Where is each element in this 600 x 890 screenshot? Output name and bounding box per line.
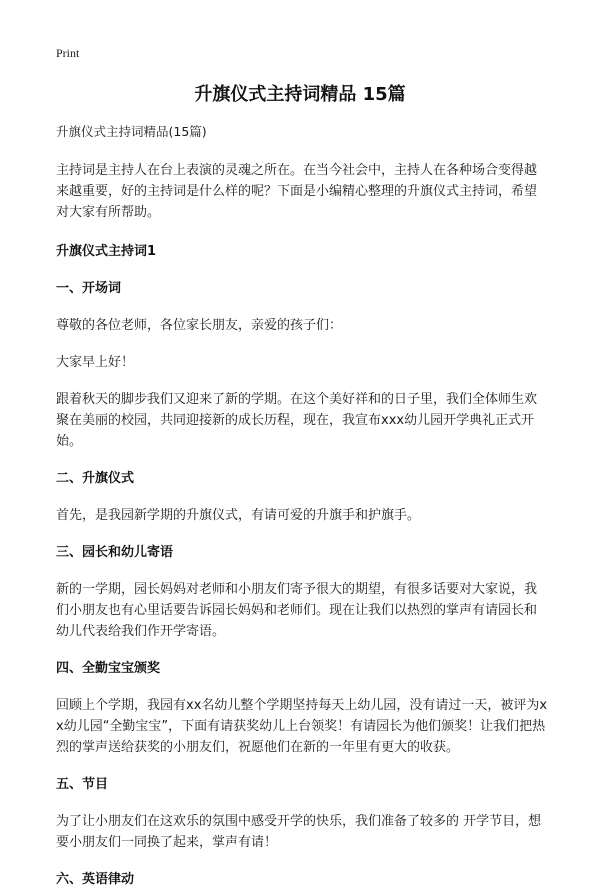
heading-principal-message: 三、园长和幼儿寄语: [56, 545, 174, 560]
doc-subtitle: 升旗仪式主持词精品(15篇): [56, 124, 207, 139]
document-body: [56, 121, 548, 890]
heading-english-rhythm: 六、英语律动: [56, 872, 135, 887]
paragraph-attendance-award: 回顾上个学期，我园有xx名幼儿整个学期坚持每天上幼儿园，没有请过一天，被评为xx幼儿园“全勤宝宝”，下面有请获奖幼儿上台领奖！有请园长为他们颁奖！让我们把热烈的掌声送给获奖的小朋友们，祝愿他们在新的一年里有更大的收获。: [56, 698, 548, 755]
intro-paragraph: 主持词是主持人在台上表演的灵魂之所在。在当今社会中，主持人在各种场合变得越来越重要，好的主持词是什么样的呢？下面是小编精心整理的升旗仪式主持词，希望对大家有所帮助。: [56, 163, 538, 220]
heading-flag-ceremony: 二、升旗仪式: [56, 471, 135, 486]
print-link[interactable]: Print: [56, 46, 80, 60]
heading-attendance-award: 四、全勤宝宝颁奖: [56, 661, 161, 676]
heading-opening: 一、开场词: [56, 281, 122, 296]
paragraph-morning: 大家早上好！: [56, 355, 135, 370]
paragraph-greeting: 尊敬的各位老师，各位家长朋友，亲爱的孩子们：: [56, 318, 343, 333]
paragraph-flag-ceremony: 首先，是我园新学期的升旗仪式，有请可爱的升旗手和护旗手。: [56, 508, 421, 523]
page-title: 升旗仪式主持词精品 15篇: [194, 84, 406, 105]
paragraph-principal-message: 新的一学期，园长妈妈对老师和小朋友们寄予很大的期望，有很多话要对大家说，我们小朋友也有心里话要告诉园长妈妈和老师们。现在让我们以热烈的掌声有请园长和幼儿代表给我们作开学寄语。: [56, 582, 538, 639]
paragraph-program: 为了让小朋友们在这欢乐的氛围中感受开学的快乐，我们准备了较多的 开学节目，想要小朋友们一同换了起来，掌声有请！: [56, 814, 542, 850]
paragraph-opening-speech: 跟着秋天的脚步我们又迎来了新的学期。在这个美好祥和的日子里，我们全体师生欢聚在美丽的校园，共同迎接新的成长历程，现在，我宣布xxx幼儿园开学典礼正式开始。: [56, 392, 538, 449]
heading-program: 五、节目: [56, 777, 109, 792]
section-title: 升旗仪式主持词1: [56, 244, 157, 259]
